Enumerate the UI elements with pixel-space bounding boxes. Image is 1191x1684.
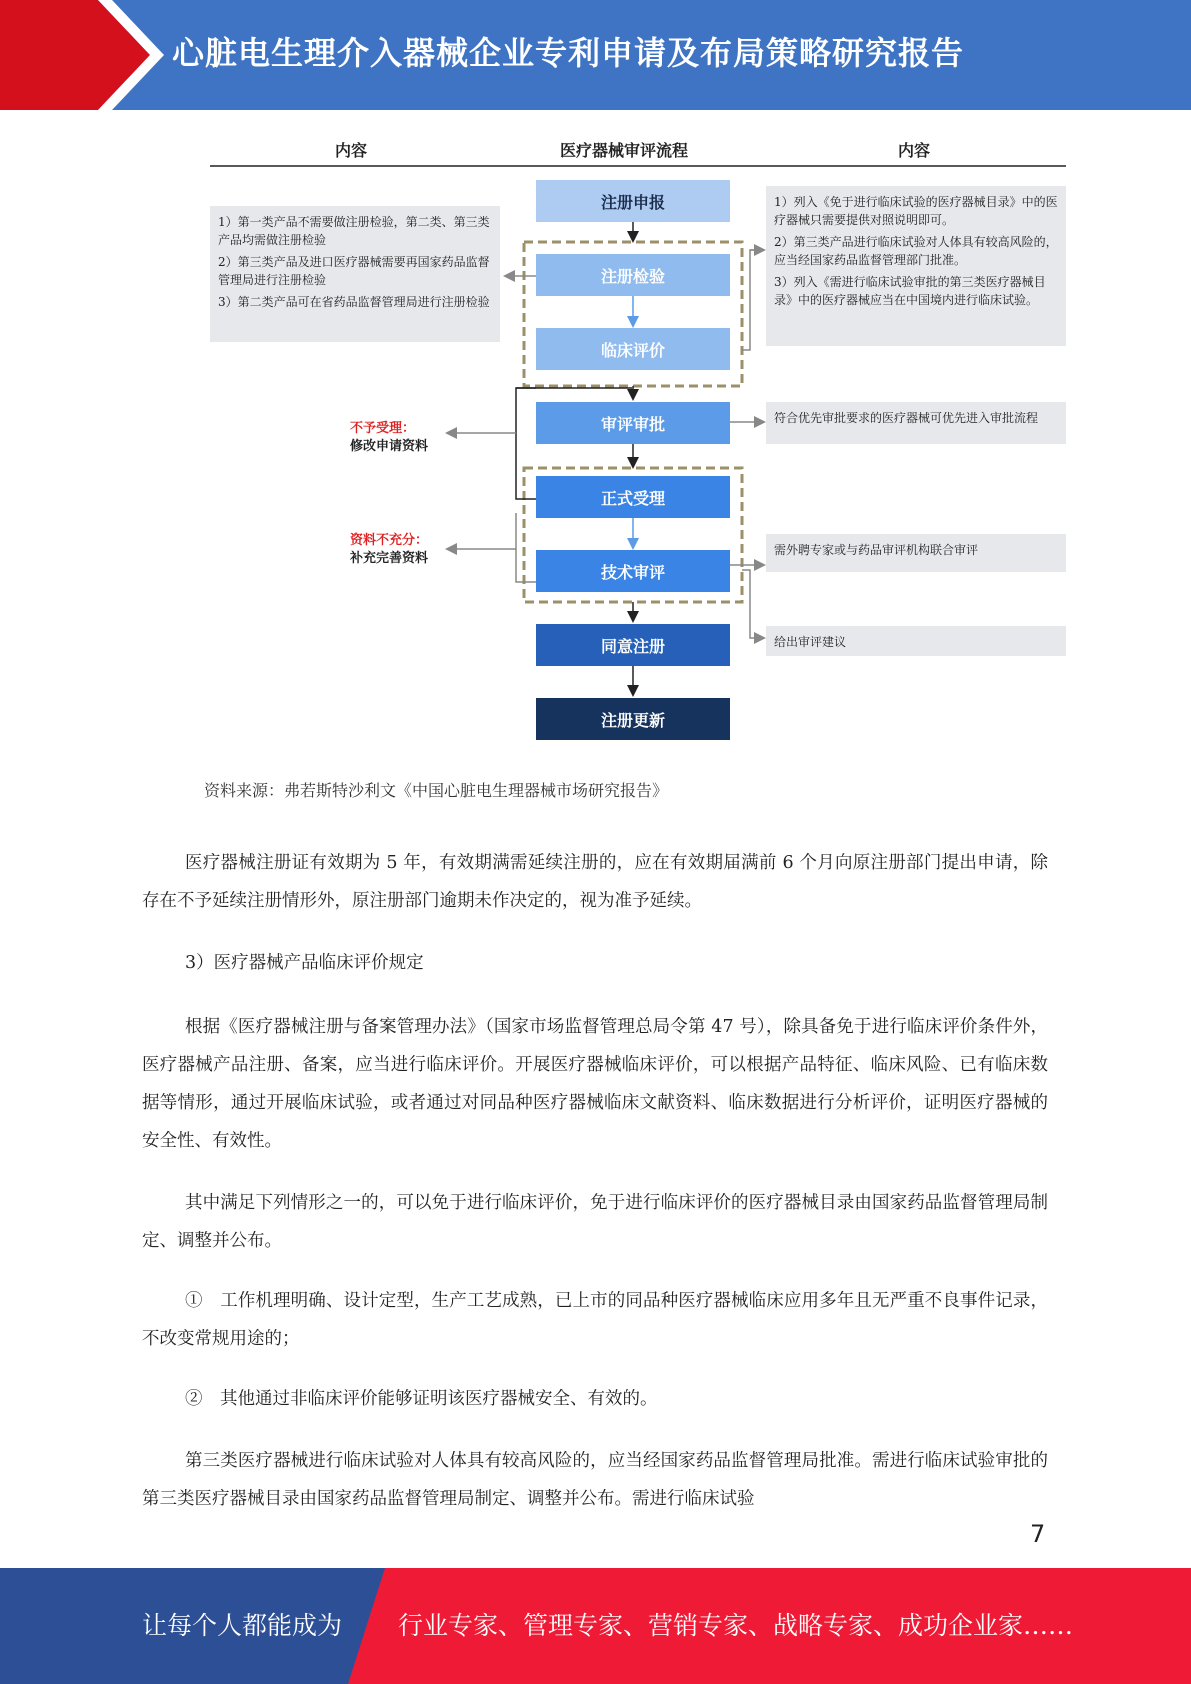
page-number: 7 <box>1030 1520 1046 1548</box>
right-info-line: 1）列入《免于进行临床试验的医疗器械目录》中的医疗器械只需要提供对照说明即可。 <box>774 195 1058 227</box>
footer-slogan-left: 让每个人都能成为 <box>142 1611 343 1640</box>
report-title: 心脏电生理介入器械企业专利申请及布局策略研究报告 <box>172 34 965 72</box>
registration-flow-diagram <box>200 128 1070 808</box>
section-heading-clinical: 3）医疗器械产品临床评价规定 <box>185 953 424 973</box>
page-header <box>0 0 1191 110</box>
note-not-accepted-action: 修改申请资料 <box>350 439 429 454</box>
step-box: 同意注册 <box>536 624 730 666</box>
note-not-accepted-title: 不予受理： <box>350 421 416 436</box>
right-info-box-expert: 需外聘专家或与药品审评机构联合审评 <box>766 534 1066 572</box>
right-info-box-priority: 符合优先审批要求的医疗器械可优先进入审批流程 <box>766 402 1066 444</box>
paragraph-clinical-evaluation: 根据《医疗器械注册与备案管理办法》（国家市场监督管理总局令第 47 号），除具备免于进行临床评价条件外，医疗器械产品注册、备案，应当进行临床评价。开展医疗器械临床评价，可以根据产品特征、临床风险、已有临床数据等情形，通过开展临床试验，或者通过对同品种医疗器械临床文献资料、临床数据进行分析评价，证明医疗器械的安全性、有效性。 <box>142 1017 1048 1151</box>
column-header-right: 内容 <box>898 141 931 160</box>
note-insufficient-title: 资料不充分： <box>350 533 429 548</box>
left-info-line: 1）第一类产品不需要做注册检验，第二类、第三类产品均需做注册检验 <box>218 215 490 247</box>
step-box: 注册更新 <box>536 698 730 740</box>
step-box: 技术审评 <box>536 550 730 592</box>
paragraph-validity: 医疗器械注册证有效期为 5 年，有效期满需延续注册的，应在有效期届满前 6 个月向原注册部门提出申请，除存在不予延续注册情形外，原注册部门逾期未作决定的，视为准予延续。 <box>142 853 1048 911</box>
page-footer <box>0 1568 1191 1684</box>
column-header-center: 医疗器械审评流程 <box>560 141 689 160</box>
paragraph-exemption: 其中满足下列情形之一的，可以免于进行临床评价，免于进行临床评价的医疗器械目录由国家药品监督管理局制定、调整并公布。 <box>142 1193 1048 1251</box>
right-info-line: 2）第三类产品进行临床试验对人体具有较高风险的，应当经国家药品监督管理部门批准。 <box>774 235 1058 267</box>
note-insufficient-action: 补充完善资料 <box>350 551 429 566</box>
left-info-line: 2）第三类产品及进口医疗器械需要再国家药品监督管理局进行注册检验 <box>218 255 490 287</box>
step-box: 临床评价 <box>536 328 730 370</box>
figure-source-caption: 资料来源：弗若斯特沙利文《中国心脏电生理器械市场研究报告》 <box>204 781 669 800</box>
step-box: 注册申报 <box>536 180 730 222</box>
list-item-exemption-1: ① 工作机理明确、设计定型，生产工艺成熟，已上市的同品种医疗器械临床应用多年且无严重不良事件记录，不改变常规用途的； <box>142 1291 1048 1349</box>
right-info-box-clinical <box>766 186 1066 346</box>
step-box: 正式受理 <box>536 476 730 518</box>
list-item-exemption-2: ② 其他通过非临床评价能够证明该医疗器械安全、有效的。 <box>185 1389 658 1409</box>
footer-slogan-right: 行业专家、管理专家、营销专家、战略专家、成功企业家…… <box>398 1611 1074 1640</box>
step-box: 审评审批 <box>536 402 730 444</box>
step-box: 注册检验 <box>536 254 730 296</box>
note-insufficient <box>350 532 428 568</box>
paragraph-class-three: 第三类医疗器械进行临床试验对人体具有较高风险的，应当经国家药品监督管理局批准。需进行临床试验审批的第三类医疗器械目录由国家药品监督管理局制定、调整并公布。需进行临床试验 <box>142 1451 1048 1509</box>
right-info-line: 3）列入《需进行临床试验审批的第三类医疗器械目录》中的医疗器械应当在中国境内进行临床试验。 <box>774 275 1046 307</box>
left-info-line: 3）第二类产品可在省药品监督管理局进行注册检验 <box>218 295 490 309</box>
note-not-accepted <box>350 420 428 456</box>
right-info-box-advice: 给出审评建议 <box>766 626 1066 656</box>
left-info-box <box>210 206 500 342</box>
column-header-left: 内容 <box>335 141 368 160</box>
